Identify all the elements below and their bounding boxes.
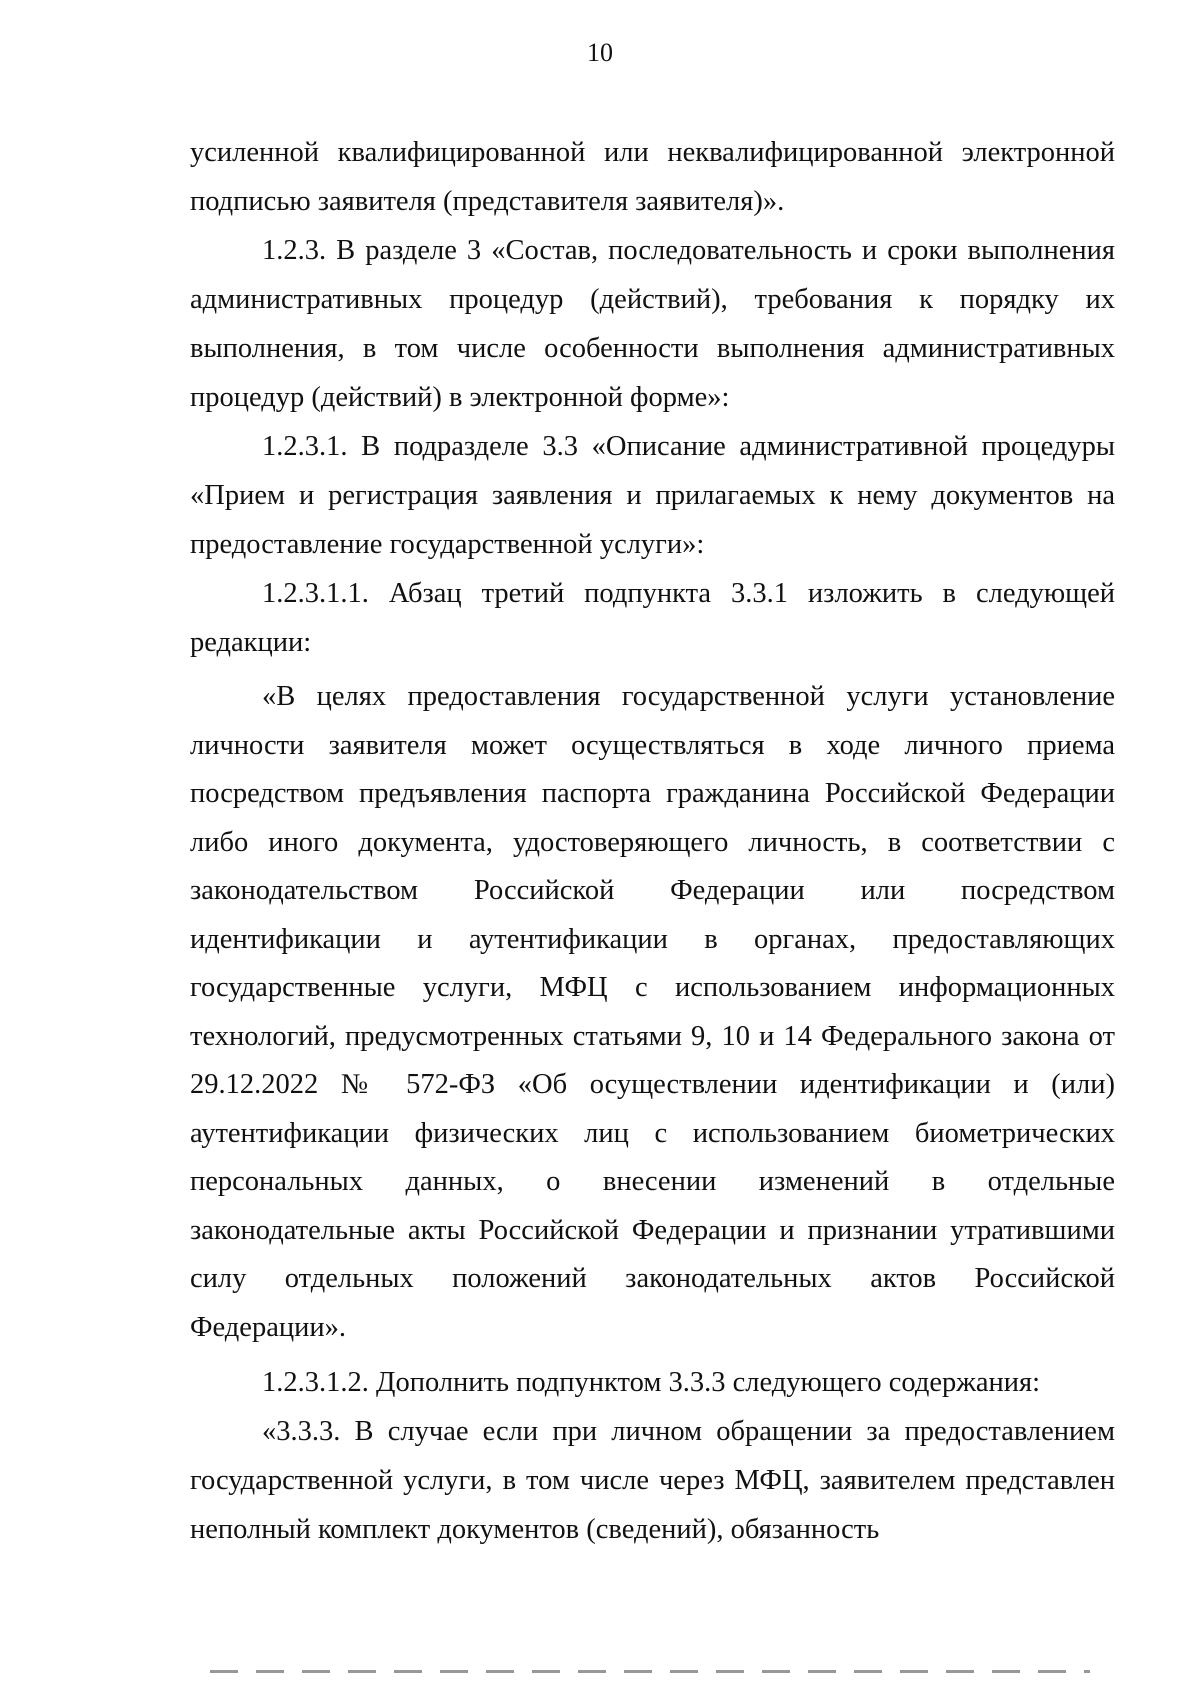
paragraph-quoted-text: «В целях предоставления государственной услуги установление личности заявителя может осуществляться в ходе личного приема посредством предъявления паспорта гражданина Российской Федерации либо иного документа, удостоверяющего личность, в соответствии с законодательством Российской Федерации или посредством идентификации и аутентификации в органах, предоставляющих государственные услуги, МФЦ с использованием информационных технологий, предусмотренных статьями 9, 10 и 14 Федерального закона от 29.12.2022 № 572-ФЗ «Об осуществлении идентификации и (или) аутентификации физических лиц с использованием биометрических персональных данных, о внесении изменений в отдельные законодательные акты Российской Федерации и признании утратившими силу отдельных положений законодательных актов Российской Федерации».: [190, 681, 1115, 1343]
paragraph-item-1-2-3-1-1: 1.2.3.1.1. Абзац третий подпункта 3.3.1 изложить в следующей редакции:: [190, 578, 1115, 658]
paragraph-subsection-3-3: 1.2.3.1. В подразделе 3.3 «Описание административной процедуры «Прием и регистрация заявления и прилагаемых к нему документов на предоставление государственной услуги»:: [190, 431, 1115, 560]
paragraph-item-1-2-3-1-2: 1.2.3.1.2. Дополнить подпунктом 3.3.3 следующего содержания:: [262, 1367, 1041, 1398]
cut-off-footer-line: [210, 1668, 1090, 1674]
document-body: [190, 128, 1115, 1554]
paragraph-section-3: 1.2.3. В разделе 3 «Состав, последовательность и сроки выполнения административных процедур (действий), требования к порядку их выполнения, в том числе особенности выполнения административных процедур (действий) в электронной форме»:: [190, 235, 1115, 413]
footer-line-fragment: [210, 1670, 1090, 1673]
paragraph-3-3-3: «3.3.3. В случае если при личном обращении за предоставлением государственной услуги, в том числе через МФЦ, заявителем представлен неполный комплект документов (сведений), обязанность: [190, 1416, 1115, 1545]
paragraph-continuation: усиленной квалифицированной или неквалифицированной электронной подписью заявителя (представителя заявителя)».: [190, 137, 1115, 217]
page-number: 10: [587, 38, 613, 67]
